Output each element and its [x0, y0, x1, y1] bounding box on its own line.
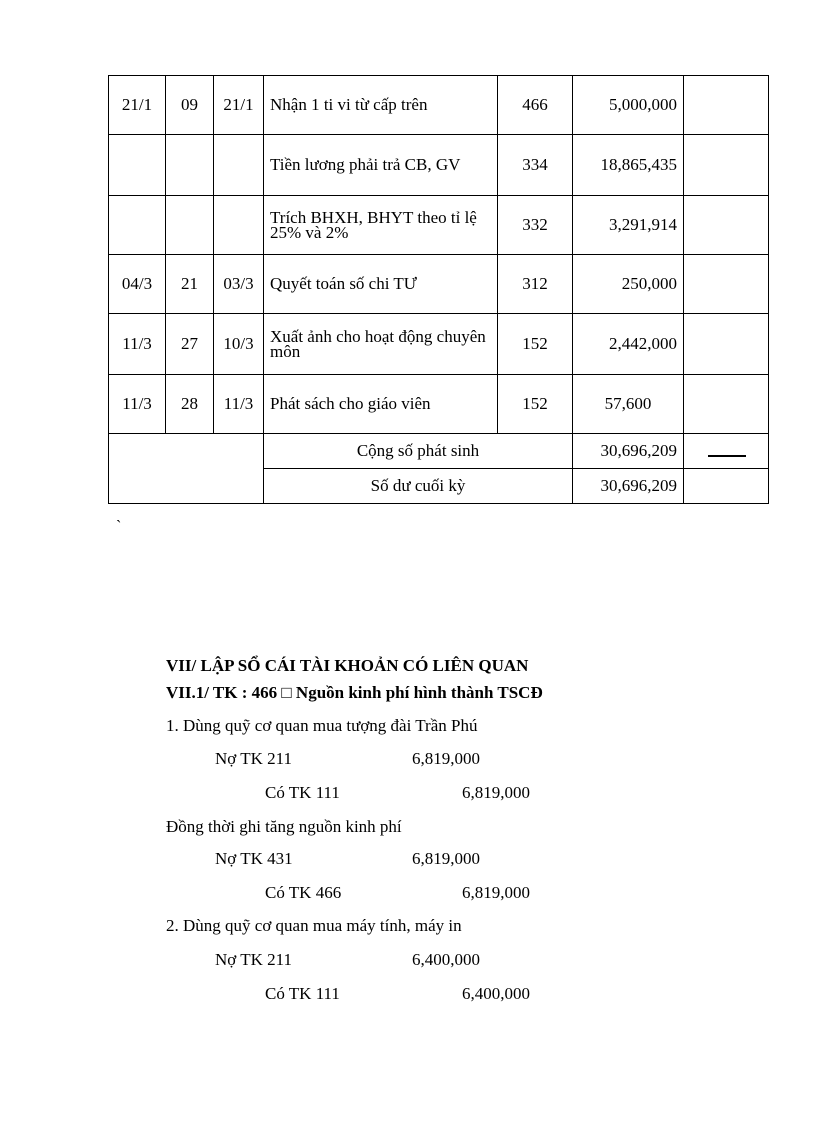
total-value: 30,696,209 — [573, 434, 684, 469]
underline-stroke — [708, 455, 746, 457]
list-item-1: 1. Dùng quỹ cơ quan mua tượng đài Trần Phú — [166, 716, 478, 735]
entry-debit-value: 6,819,000 — [412, 749, 480, 768]
amount-cell: 250,000 — [573, 255, 684, 314]
empty-cell — [684, 255, 769, 314]
description-cell: Nhận 1 ti vi từ cấp trên — [264, 76, 498, 135]
entry-credit-value: 6,819,000 — [462, 883, 530, 902]
voucher-no-cell: 21 — [166, 255, 214, 314]
voucher-no-cell: 27 — [166, 314, 214, 375]
account-cell: 466 — [498, 76, 573, 135]
voucher-no-cell — [166, 196, 214, 255]
voucher-date-cell: 03/3 — [214, 255, 264, 314]
ledger-table — [108, 75, 769, 504]
description-cell: Trích BHXH, BHYT theo tỉ lệ 25% và 2% — [264, 196, 498, 255]
entry-credit-value: 6,819,000 — [462, 783, 530, 802]
empty-cell — [684, 375, 769, 434]
description-cell: Xuất ảnh cho hoạt động chuyên môn — [264, 314, 498, 375]
empty-cell — [684, 314, 769, 375]
empty-cell — [684, 135, 769, 196]
voucher-no-cell — [166, 135, 214, 196]
date-cell: 11/3 — [109, 375, 166, 434]
description-cell: Quyết toán số chi TƯ — [264, 255, 498, 314]
total-label: Cộng số phát sinh — [264, 434, 573, 469]
entry-credit-label: Có TK 466 — [265, 883, 342, 902]
table-row — [109, 76, 769, 135]
entry-debit-label: Nợ TK 211 — [215, 749, 292, 768]
voucher-date-cell: 11/3 — [214, 375, 264, 434]
voucher-no-cell: 28 — [166, 375, 214, 434]
table-row — [109, 196, 769, 255]
list-item-2: 2. Dùng quỹ cơ quan mua máy tính, máy in — [166, 916, 462, 935]
table-row — [109, 375, 769, 434]
date-cell — [109, 135, 166, 196]
entry-credit-label: Có TK 111 — [265, 984, 340, 1003]
empty-cell — [684, 434, 769, 469]
account-cell: 312 — [498, 255, 573, 314]
voucher-date-cell: 10/3 — [214, 314, 264, 375]
description-cell: Phát sách cho giáo viên — [264, 375, 498, 434]
date-cell: 21/1 — [109, 76, 166, 135]
description-cell: Tiền lương phải trả CB, GV — [264, 135, 498, 196]
closing-value: 30,696,209 — [573, 469, 684, 504]
account-cell: 332 — [498, 196, 573, 255]
section-subtitle: VII.1/ TK : 466 □ Nguồn kinh phí hình thành TSCĐ — [166, 683, 543, 702]
empty-cell — [684, 76, 769, 135]
date-cell: 11/3 — [109, 314, 166, 375]
entry-credit-value: 6,400,000 — [462, 984, 530, 1003]
empty-cell — [684, 469, 769, 504]
account-cell: 334 — [498, 135, 573, 196]
voucher-no-cell: 09 — [166, 76, 214, 135]
entry-credit-label: Có TK 111 — [265, 783, 340, 802]
total-row — [109, 434, 769, 469]
stray-mark: ` — [116, 518, 122, 535]
note-line: Đồng thời ghi tăng nguồn kinh phí — [166, 817, 402, 836]
amount-cell: 57,600 — [573, 375, 684, 434]
table-row — [109, 255, 769, 314]
entry-debit-label: Nợ TK 211 — [215, 950, 292, 969]
voucher-date-cell — [214, 196, 264, 255]
empty-cell — [684, 196, 769, 255]
date-cell — [109, 196, 166, 255]
closing-label: Số dư cuối kỳ — [264, 469, 573, 504]
amount-cell: 18,865,435 — [573, 135, 684, 196]
section-title: VII/ LẬP SỔ CÁI TÀI KHOẢN CÓ LIÊN QUAN — [166, 656, 529, 675]
entry-debit-value: 6,400,000 — [412, 950, 480, 969]
merged-empty-cell — [109, 434, 264, 504]
account-cell: 152 — [498, 375, 573, 434]
voucher-date-cell: 21/1 — [214, 76, 264, 135]
entry-debit-label: Nợ TK 431 — [215, 849, 293, 868]
table-row — [109, 314, 769, 375]
amount-cell: 5,000,000 — [573, 76, 684, 135]
amount-cell: 2,442,000 — [573, 314, 684, 375]
entry-debit-value: 6,819,000 — [412, 849, 480, 868]
account-cell: 152 — [498, 314, 573, 375]
amount-cell: 3,291,914 — [573, 196, 684, 255]
table-row — [109, 135, 769, 196]
voucher-date-cell — [214, 135, 264, 196]
date-cell: 04/3 — [109, 255, 166, 314]
